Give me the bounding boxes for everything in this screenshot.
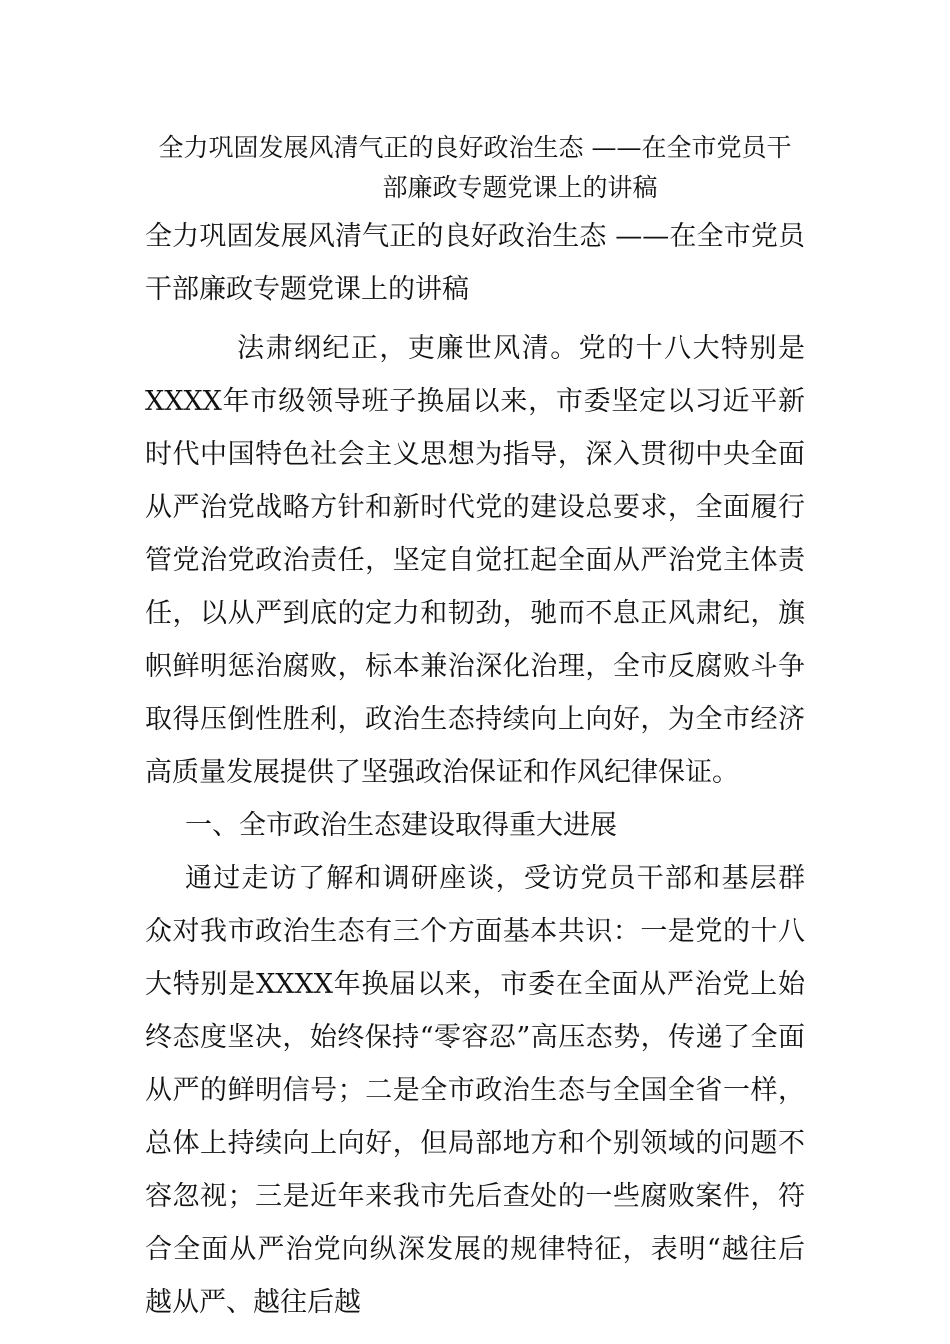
document-subtitle: 全力巩固发展风清气正的良好政治生态 ——在全市党员干部廉政专题党课上的讲稿 xyxy=(145,221,805,305)
title-line-2: 部廉政专题党课上的讲稿 xyxy=(382,173,658,202)
document-page xyxy=(145,128,805,1329)
opening-paragraph: 法肃纲纪正，吏廉世风清。党的十八大特别是XXXX年市级领导班子换届以来，市委坚定以习近平新时代中国特色社会主义思想为指导，深入贯彻中央全面从严治党战略方针和新时代党的建设总要求，全面履行管党治党政治责任，坚定自觉扛起全面从严治党主体责任，以从严到底的定力和韧劲，驰而不息正风肃纪，旗帜鲜明惩治腐败，标本兼治深化治理，全市反腐败斗争取得压倒性胜利，政治生态持续向上向好，为全市经济高质量发展提供了坚强政治保证和作风纪律保证。 xyxy=(145,333,805,788)
body-paragraph-2: 通过走访了解和调研座谈，受访党员干部和基层群众对我市政治生态有三个方面基本共识：一是党的十八大特别是XXXX年换届以来，市委在全面从严治党上始终态度坚决，始终保持“零容忍”高压态势，传递了全面从严的鲜明信号；二是全市政治生态与全国全省一样，总体上持续向上向好，但局部地方和个别领域的问题不容忽视；三是近年来我市先后查处的一些腐败案件，符合全面从严治党向纵深发展的规律特征，表明“越往后越从严、越往后越 xyxy=(145,863,805,1318)
title-line-1: 全力巩固发展风清气正的良好政治生态 ——在全市党员干 xyxy=(158,133,792,162)
document-title xyxy=(145,128,805,208)
section-heading-1: 一、全市政治生态建设取得重大进展 xyxy=(185,810,617,841)
